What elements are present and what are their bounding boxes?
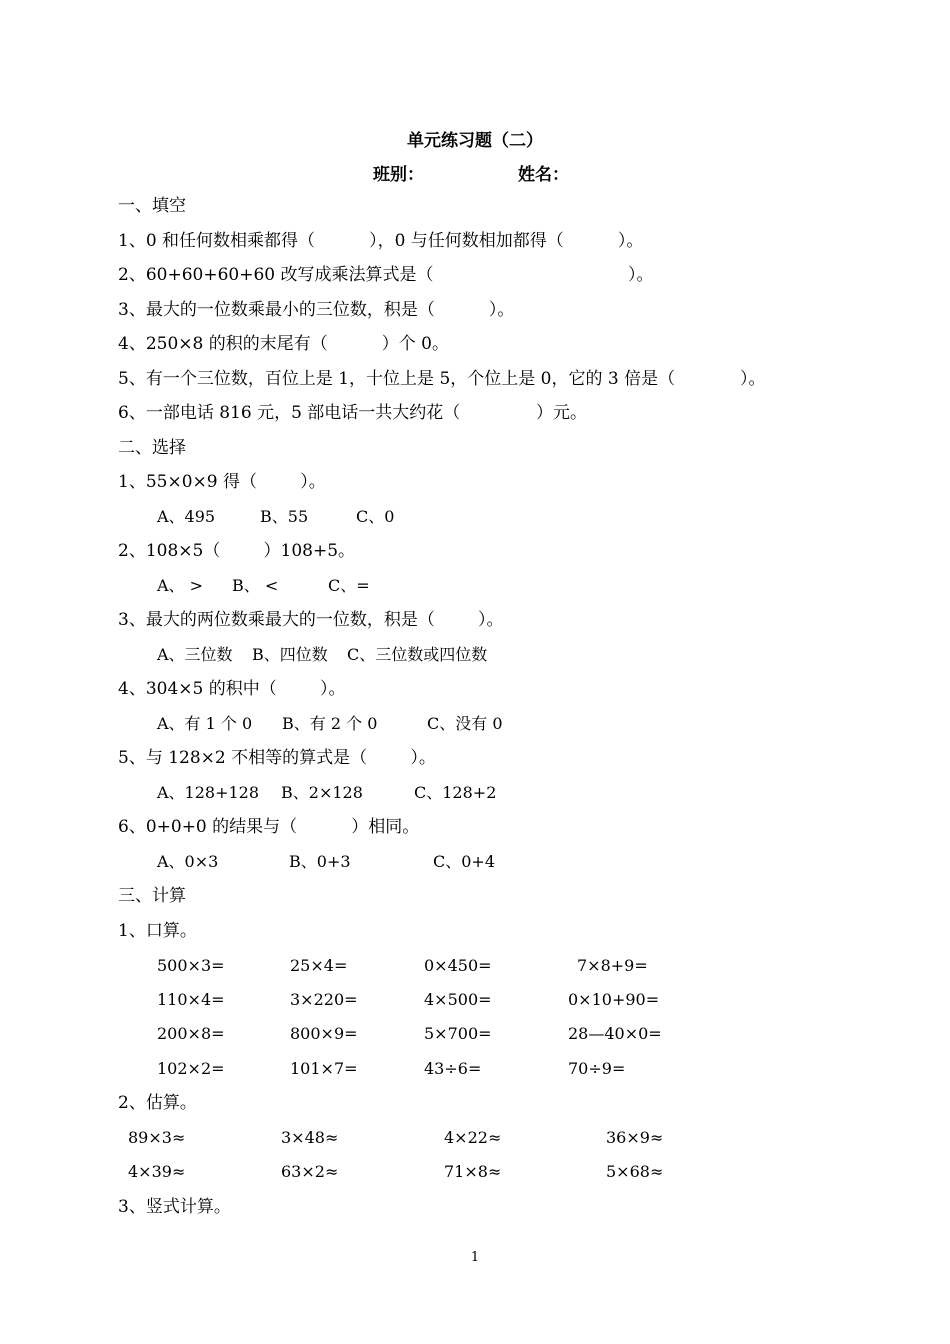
oral-item: 0×10+90= <box>568 990 660 1009</box>
estimate-item: 63×2≈ <box>281 1162 339 1181</box>
name-label: 姓名： <box>518 165 569 185</box>
estimate-item: 71×8≈ <box>444 1162 502 1181</box>
estimate-item: 3×48≈ <box>281 1128 339 1147</box>
choice-question-1: 1、55×0×9 得（ ）。 <box>118 472 326 492</box>
oral-item: 70÷9= <box>568 1059 626 1078</box>
estimate-item: 36×9≈ <box>606 1128 664 1147</box>
oral-item: 28—40×0= <box>568 1024 662 1043</box>
choice-5-option-b: B、2×128 <box>281 783 363 802</box>
oral-item: 800×9= <box>290 1024 358 1043</box>
choice-1-option-b: B、55 <box>260 507 309 526</box>
fill-question-3: 3、最大的一位数乘最小的三位数，积是（ ）。 <box>118 300 515 320</box>
oral-calc-heading: 1、口算。 <box>118 921 197 941</box>
choice-6-option-b: B、0+3 <box>289 852 351 871</box>
oral-item: 5×700= <box>424 1024 492 1043</box>
choice-6-option-a: A、0×3 <box>157 852 219 871</box>
oral-item: 102×2= <box>157 1059 225 1078</box>
choice-3-option-b: B、四位数 <box>252 645 328 664</box>
fill-question-4: 4、250×8 的积的末尾有（ ）个 0。 <box>118 334 449 354</box>
section-calculation-heading: 三、计算 <box>118 886 186 906</box>
estimate-item: 4×22≈ <box>444 1128 502 1147</box>
oral-item: 43÷6= <box>424 1059 482 1078</box>
choice-2-option-a: A、 > <box>157 576 204 595</box>
fill-question-6: 6、一部电话 816 元，5 部电话一共大约花（ ）元。 <box>118 403 587 423</box>
estimate-item: 4×39≈ <box>128 1162 186 1181</box>
choice-1-option-c: C、0 <box>356 507 395 526</box>
choice-6-option-c: C、0+4 <box>433 852 496 871</box>
choice-3-option-a: A、三位数 <box>157 645 233 664</box>
fill-question-2: 2、60+60+60+60 改写成乘法算式是（ ）。 <box>118 265 654 285</box>
oral-item: 25×4= <box>290 956 348 975</box>
choice-2-option-c: C、= <box>328 576 370 595</box>
oral-item: 3×220= <box>290 990 358 1009</box>
choice-4-option-a: A、有 1 个 0 <box>157 714 253 733</box>
choice-4-option-c: C、没有 0 <box>427 714 503 733</box>
oral-item: 101×7= <box>290 1059 358 1078</box>
choice-question-5: 5、与 128×2 不相等的算式是（ ）。 <box>118 748 436 768</box>
section-choice-heading: 二、选择 <box>118 438 186 458</box>
choice-question-6: 6、0+0+0 的结果与（ ）相同。 <box>118 817 420 837</box>
choice-question-3: 3、最大的两位数乘最大的一位数，积是（ ）。 <box>118 610 504 630</box>
page-title: 单元练习题（二） <box>407 131 543 151</box>
oral-item: 4×500= <box>424 990 492 1009</box>
fill-question-5: 5、有一个三位数，百位上是 1，十位上是 5，个位上是 0，它的 3 倍是（ ）。 <box>118 369 766 389</box>
oral-item: 200×8= <box>157 1024 225 1043</box>
choice-question-2: 2、108×5（ ）108+5。 <box>118 541 356 561</box>
fill-question-1: 1、0 和任何数相乘都得（ ），0 与任何数相加都得（ ）。 <box>118 231 644 251</box>
choice-1-option-a: A、495 <box>157 507 216 526</box>
page-number: 1 <box>470 1250 480 1265</box>
oral-item: 110×4= <box>157 990 225 1009</box>
choice-4-option-b: B、有 2 个 0 <box>282 714 378 733</box>
oral-item: 500×3= <box>157 956 225 975</box>
oral-item: 7×8+9= <box>577 956 648 975</box>
class-label: 班别： <box>373 165 424 185</box>
choice-2-option-b: B、 < <box>232 576 279 595</box>
choice-3-option-c: C、三位数或四位数 <box>347 645 488 664</box>
choice-question-4: 4、304×5 的积中（ ）。 <box>118 679 346 699</box>
section-fill-blank-heading: 一、填空 <box>118 196 186 216</box>
estimate-item: 89×3≈ <box>128 1128 186 1147</box>
choice-5-option-a: A、128+128 <box>157 783 260 802</box>
estimate-heading: 2、估算。 <box>118 1093 197 1113</box>
estimate-item: 5×68≈ <box>606 1162 664 1181</box>
choice-5-option-c: C、128+2 <box>414 783 497 802</box>
oral-item: 0×450= <box>424 956 492 975</box>
vertical-calc-heading: 3、竖式计算。 <box>118 1197 231 1217</box>
